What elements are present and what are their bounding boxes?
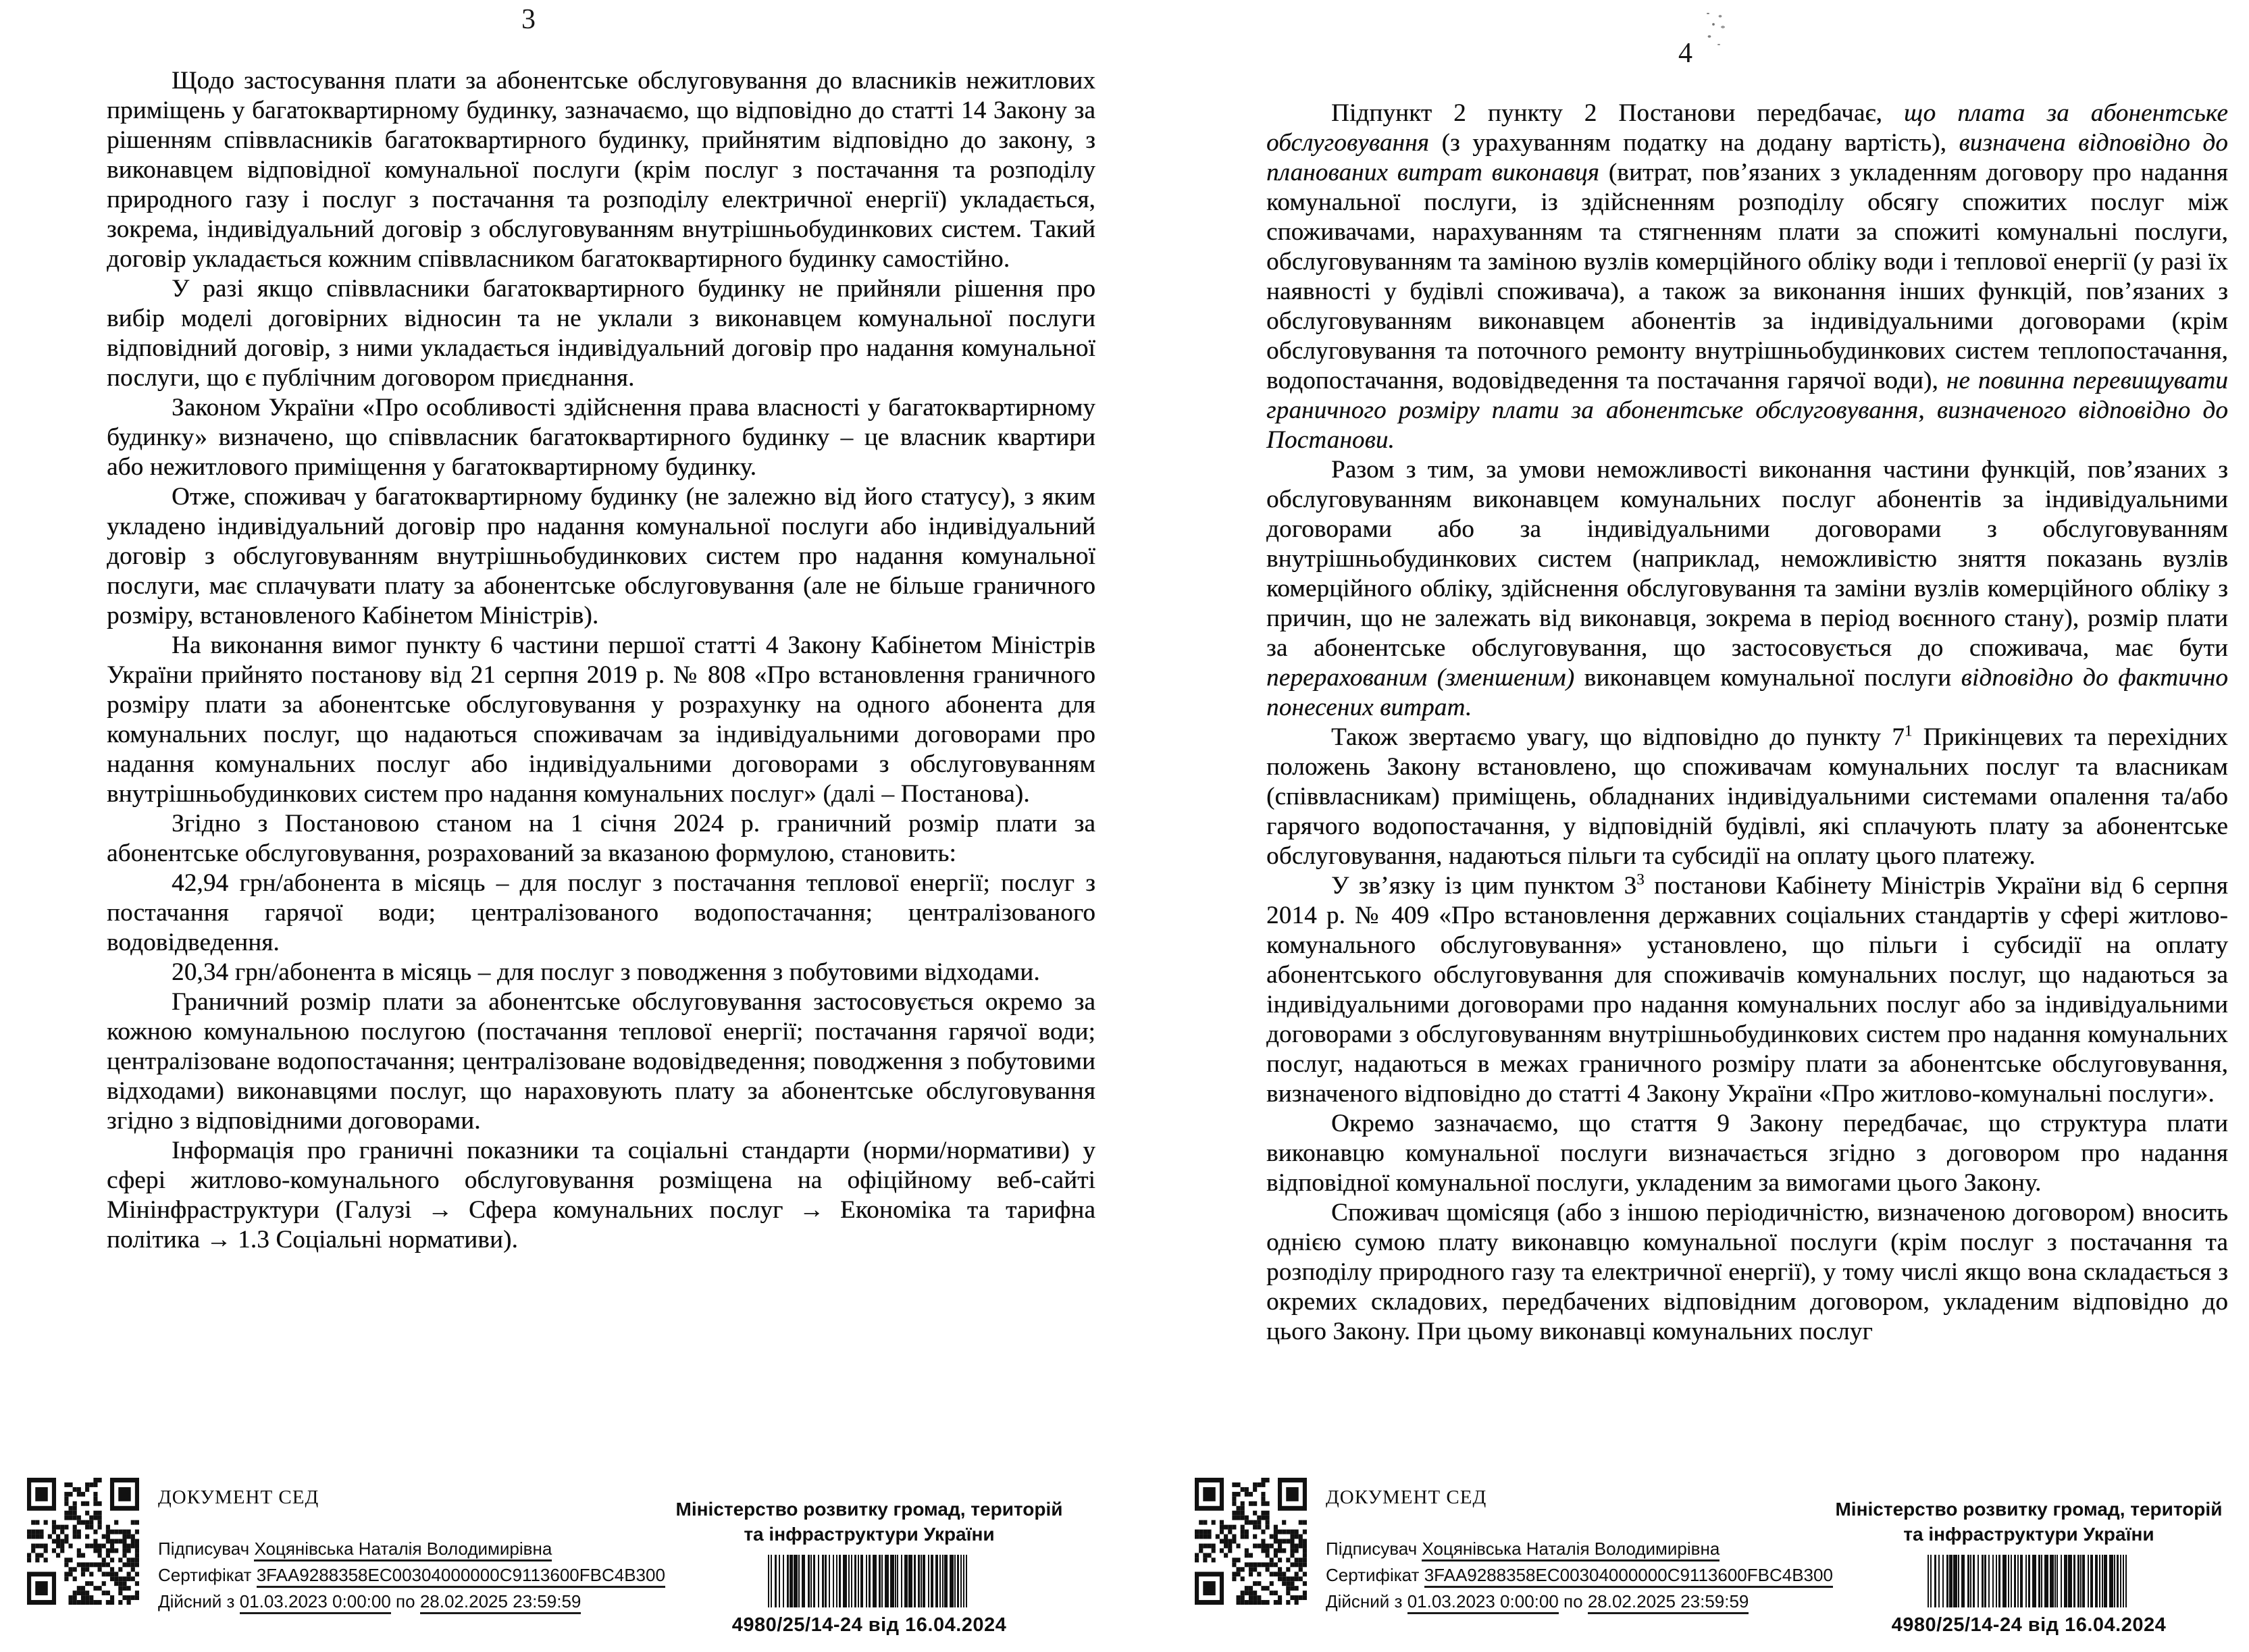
page-text [1266, 99, 2228, 1347]
page-text [107, 66, 1095, 1255]
doc-sed-label: ДОКУМЕНТ СЕД [1326, 1487, 1487, 1508]
ministry-block [673, 1478, 1065, 1636]
validity-line [1326, 1591, 1833, 1611]
footer [1124, 1478, 2249, 1636]
text-run: Щодо застосування плати за абонентське обслуговування до власників нежитлових приміщень у багатоквартирному будинку, зазначаємо, що відповідно до статті 14 Закону за рішенням співвласників багатоквартирного будинку, прийнятим відповідно до закону, з виконавцем відповідної комунальної послуги (крім послуг з постачання та розподілу природного газу і послуг з постачання та розподілу електричної енергії) укладається, зокрема, індивідуальний договір з обслуговуванням внутрішньобудинкових систем. Такий договір укладається кожним співвласником багатоквартирного будинку самостійно. [107, 67, 1095, 273]
certificate-line [1326, 1565, 1833, 1585]
paragraph [107, 1136, 1095, 1255]
certificate-value: 3FAA9288358EC00304000000C9113600FBC4B300 [257, 1565, 665, 1588]
paragraph [1266, 871, 2228, 1109]
text-run: (витрат, пов’язаних з укладенням договору про надання комунальної послуги, із здійсненням розподілу обсягу спожитих послуг між споживачами, нарахуванням та стягненням плати за спожиті комунальні послуги, обслуговуванням та заміною вузлів комерційного обліку води і теплової енергії (у разі їх наявності у будівлі споживача), а також за виконання інших функцій, пов’язаних з обслуговуванням виконавцем абонентів за індивідуальними договорами (крім обслуговування та поточного ремонту внутрішньобудинкових систем теплопостачання, водопостачання, водовідведення та постачання гарячої води), [1266, 159, 2228, 394]
ministry-name-line1: Міністерство розвитку громад, територій [675, 1499, 1063, 1520]
text-run: Окремо зазначаємо, що стаття 9 Закону передбачає, що структура плати виконавцю комунальної послуги визначається згідно з договором про надання відповідної комунальної послуги, укладеним за вимогами цього Закону. [1266, 1110, 2228, 1197]
signer-label: Підписувач [1326, 1539, 1418, 1559]
certificate-label: Сертифікат [1326, 1565, 1420, 1585]
signature-block [1326, 1478, 1833, 1611]
signer-line [158, 1539, 665, 1559]
text-run: Інформація про граничні показники та соціальні стандарти (норми/нормативи) у сфері житлово-комунального обслуговування розміщена на офіційному веб-сайті Мінінфраструктури (Галузі → Сфера комунальних послуг → Економіка та тарифна політика → 1.3 Соціальні нормативи). [107, 1137, 1095, 1254]
paragraph [107, 987, 1095, 1136]
italic-run: визначена відповідно до планованих витрат виконавця [1266, 129, 2228, 186]
footer [0, 1478, 1124, 1636]
text-run: Отже, споживач у багатоквартирному будинку (не залежно від його статусу), з яким укладено індивідуальний договір про надання комунальної послуги або індивідуальний договір з обслуговуванням внутрішньобудинкових систем про надання комунальної послуги, має сплачувати плату за абонентське обслуговування (але не більше граничного розміру, встановленого Кабінетом Міністрів). [107, 483, 1095, 629]
paragraph [1266, 455, 2228, 723]
signer-name: Хоцянівська Наталія Володимирівна [1422, 1539, 1720, 1561]
qr-code-icon [1195, 1478, 1307, 1605]
text-run: Разом з тим, за умови неможливості виконання частини функцій, пов’язаних з обслуговуванням виконавцем комунальних послуг абонентів за індивідуальними договорами або за індивідуальними договорами з обслуговуванням внутрішньобудинкових систем (наприклад, неможливістю зняття показань вузлів комерційного обліку, здійснення обслуговування та заміни вузлів комерційного обліку з причин, що не залежать від виконавця, зокрема в період воєнного стану), розмір плати за абонентське обслуговування, що застосовується до споживача, має бути [1266, 456, 2228, 662]
document-number: 4980/25/14-24 від 16.04.2024 [1891, 1614, 2167, 1636]
text-run: У разі якщо співвласники багатоквартирного будинку не прийняли рішення про вибір моделі договірних відносин та не уклали з виконавцем комунальної послуги відповідний договір, з ними укладається індивідуальний договір про надання комунальної послуги, що є публічним договором приєднання. [107, 275, 1095, 392]
valid-to: 28.02.2025 23:59:59 [420, 1591, 581, 1614]
valid-to: 28.02.2025 23:59:59 [1588, 1591, 1749, 1614]
paragraph [107, 393, 1095, 482]
signer-line [1326, 1539, 1833, 1559]
paragraph [107, 809, 1095, 869]
text-run: 42,94 грн/абонента в місяць – для послуг з постачання теплової енергії; послуг з постачання гарячої води; централізованого водопостачання; централізованого водовідведення. [107, 869, 1095, 956]
italic-run: відповідно до фактично понесених витрат. [1266, 664, 2228, 721]
qr-code-icon [27, 1478, 139, 1605]
ministry-name-line2: та інфраструктури України [744, 1524, 995, 1545]
signature-block [158, 1478, 665, 1611]
italic-run: перерахованим (зменшеним) [1266, 664, 1575, 692]
text-run: Граничний розмір плати за абонентське обслуговування застосовується окремо за кожною комунальною послугою (постачання теплової енергії; постачання гарячої води; централізоване водопостачання; централізоване водовідведення; поводження з побутовими відходами) виконавцями послуг, що нараховують плату за абонентське обслуговування згідно з відповідними договорами. [107, 988, 1095, 1135]
paragraph [1266, 1109, 2228, 1198]
italic-run: що плата за абонентське обслуговування [1266, 99, 2228, 157]
valid-from: 01.03.2023 0:00:00 [1407, 1591, 1559, 1614]
certificate-line [158, 1565, 665, 1585]
paragraph [107, 631, 1095, 809]
signer-name: Хоцянівська Наталія Володимирівна [254, 1539, 552, 1561]
scan-artifact [1700, 9, 1731, 50]
paragraph [107, 274, 1095, 393]
text-run: Також звертаємо увагу, що відповідно до пункту 7 [1331, 723, 1905, 751]
valid-from: 01.03.2023 0:00:00 [240, 1591, 391, 1614]
validity-label: Дійсний з [1326, 1591, 1403, 1611]
signer-label: Підписувач [158, 1539, 250, 1559]
ministry-name-line1: Міністерство розвитку громад, територій [1835, 1499, 2223, 1520]
certificate-label: Сертифікат [158, 1565, 252, 1585]
valid-separator: по [396, 1591, 415, 1611]
doc-sed-label: ДОКУМЕНТ СЕД [158, 1487, 319, 1508]
text-run: (з урахуванням податку на додану вартість), [1429, 129, 1959, 157]
validity-label: Дійсний з [158, 1591, 235, 1611]
paragraph [107, 958, 1095, 987]
ministry-name-line2: та інфраструктури України [1903, 1524, 2154, 1545]
text-run: виконавцем комунальної послуги [1574, 664, 1961, 692]
text-run: На виконання вимог пункту 6 частини першої статті 4 Закону Кабінетом Міністрів України прийнято постанову від 21 серпня 2019 р. № 808 «Про встановлення граничного розміру плати за абонентське обслуговування у розрахунку на одного абонента для комунальних послуг, що надаються споживачам за індивідуальними договорами про надання комунальних послуг або індивідуальними договорами з обслуговуванням внутрішньобудинкових систем про надання комунальних послуг» (далі – Постанова). [107, 631, 1095, 808]
text-run: У зв’язку із цим пунктом 3 [1331, 872, 1637, 900]
paragraph [107, 482, 1095, 631]
paragraph [107, 869, 1095, 958]
paragraph [1266, 723, 2228, 871]
barcode-icon [1928, 1555, 2130, 1607]
paragraph [1266, 99, 2228, 455]
validity-line [158, 1591, 665, 1611]
text-run: Споживач щомісяця (або з іншою періодичністю, визначеною договором) вносить однією сумою плату виконавцю комунальної послуги (крім послуг з постачання та розподілу природного газу та електричної енергії), у тому числі якщо вона складається з окремих складових, передбачених відповідним договором, укладеним відповідно до цього Закону. При цьому виконавці комунальних послуг [1266, 1199, 2228, 1345]
paragraph [107, 66, 1095, 274]
page-4 [1124, 0, 2249, 1652]
certificate-value: 3FAA9288358EC00304000000C9113600FBC4B300 [1424, 1565, 1833, 1588]
barcode-icon [768, 1555, 971, 1607]
text-run: Прикінцевих та перехідних положень Закону встановлено, що споживачам комунальних послуг та власникам (співвласникам) приміщень, обладнаних індивідуальними системами опалення та/або гарячого водопостачання, у відповідній будівлі, які сплачують плату за абонентське обслуговування, надаються пільги та субсидії на оплату цього платежу. [1266, 723, 2228, 870]
text-run: Законом України «Про особливості здійснення права власності у багатоквартирному будинку» визначено, що співвласник багатоквартирного будинку – це власник квартири або нежитлового приміщення у багатоквартирному будинку. [107, 394, 1095, 481]
text-run: Підпункт 2 пункту 2 Постанови передбачає, [1331, 99, 1904, 127]
document-number: 4980/25/14-24 від 16.04.2024 [731, 1614, 1007, 1636]
valid-separator: по [1563, 1591, 1583, 1611]
text-run: постанови Кабінету Міністрів України від 6 серпня 2014 р. № 409 «Про встановлення державних соціальних стандартів у сфері житлово-комунального обслуговування» установлено, що пільги і субсидії на оплату абонентського обслуговування для споживачів комунальних послуг, що надаються за індивідуальними договорами про надання комунальних послуг або за індивідуальними договорами з обслуговуванням внутрішньобудинкових систем про надання комунальних послуг, надаються в межах граничного розміру плати за абонентське обслуговування, визначеного відповідно до статті 4 Закону України «Про житлово-комунальні послуги». [1266, 872, 2228, 1108]
italic-run: не повинна перевищувати граничного розміру плати за абонентське обслуговування, визначеного відповідно до Постанови. [1266, 367, 2229, 454]
paragraph [1266, 1198, 2228, 1347]
superscript: 3 [1636, 871, 1645, 888]
text-run: 20,34 грн/абонента в місяць – для послуг з поводження з побутовими відходами. [172, 958, 1040, 986]
ministry-block [1833, 1478, 2225, 1636]
text-run: Згідно з Постановою станом на 1 січня 2024 р. граничний розмір плати за абонентське обслуговування, розрахований за вказаною формулою, становить: [107, 810, 1095, 867]
page-number: 3 [521, 4, 536, 35]
page-3 [0, 0, 1124, 1652]
superscript: 1 [1904, 722, 1913, 740]
page-number: 4 [1678, 38, 1692, 69]
